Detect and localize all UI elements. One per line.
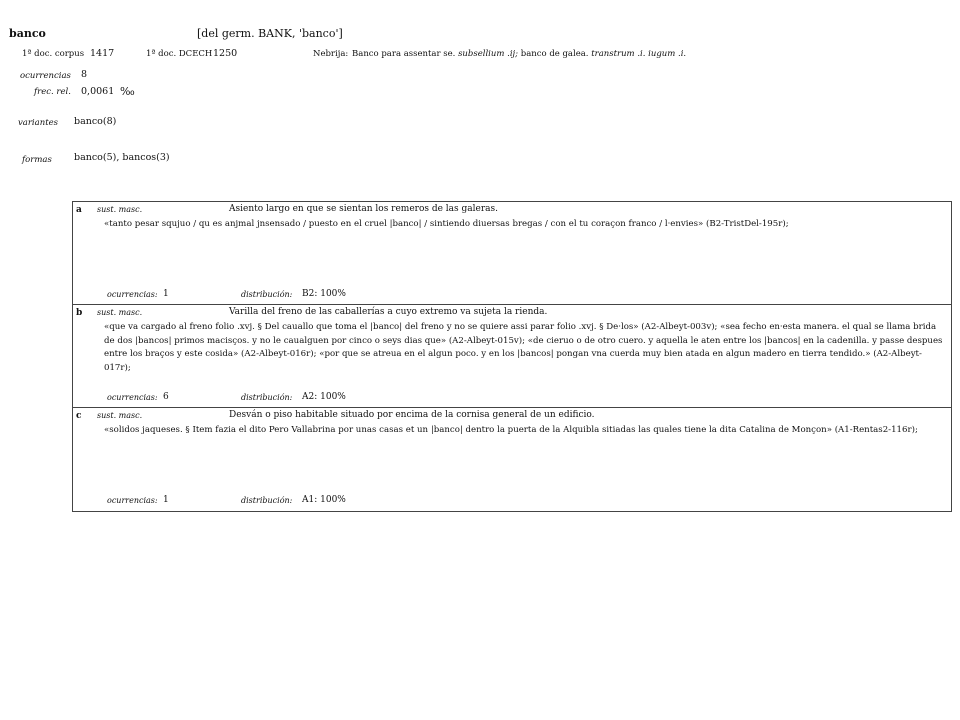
- sense-distribution-label: distribución:: [241, 496, 293, 505]
- forms-value: banco(5), bancos(3): [74, 152, 170, 163]
- sense-definition: Desván o piso habitable situado por encima de la cornisa general de un edificio.: [229, 410, 595, 420]
- sense-definition: Asiento largo en que se sientan los remeros de las galeras.: [229, 204, 499, 214]
- sense-occurrences-label: ocurrencias:: [107, 393, 158, 402]
- freq-label: frec. rel.: [34, 87, 71, 97]
- first-corpus-label: 1ª doc. corpus: [22, 49, 85, 59]
- headword: banco: [9, 27, 46, 40]
- sense-a: [73, 202, 951, 305]
- first-dcech-value: 1250: [213, 48, 238, 59]
- sense-quote: «tanto pesar squjuo / qu es anjmal jnsensado / puesto en el cruel |banco| / sintiendo diuersas bregas / con el tu coraçon franco / l·envies» (B2-TristDel-195r);: [104, 219, 789, 229]
- sense-definition: Varilla del freno de las caballerías a cuyo extremo va sujeta la rienda.: [229, 307, 548, 317]
- sense-letter: a: [76, 205, 82, 215]
- sense-occurrences-value: 1: [163, 289, 169, 299]
- nebrija-label: Nebrija:: [313, 49, 349, 59]
- etymology: [del germ. BANK, 'banco']: [197, 27, 343, 40]
- sense-distribution-label: distribución:: [241, 393, 293, 402]
- first-dcech-label: 1ª doc. DCECH: [146, 49, 213, 59]
- sense-quote: «que va cargado al freno folio .xvj. § Del cauallo que toma el |banco| del freno y no se quiere assi parar folio .xvj. § De·los» (A2-Albeyt-003v); «sea fecho en·esta manera. el qual se llama brida de dos |bancos| primos macisços. y no le caualguen por cinco o seys dias que» (A2-Albeyt-015v); «de cieruo o de otro cuero. y aquella le aten entre los |bancos| en la cadenilla. y passe despues entre los braços y este cosida» (A2-Albeyt-016r); «por que se atreua en el algun poco. y en los |bancos| pongan vna cuerda muy bien atada en algun madero en tierra tendido.» (A2-Albeyt-017r);: [104, 322, 943, 373]
- nebrija-latin-2: transtrum .i. iugum .i.: [591, 49, 687, 59]
- sense-distribution-label: distribución:: [241, 290, 293, 299]
- senses-panel: [72, 201, 952, 512]
- sense-letter: c: [76, 411, 82, 421]
- sense-occurrences-value: 1: [163, 495, 169, 505]
- sense-distribution-value: A2: 100%: [302, 392, 346, 402]
- sense-quote: «solidos jaqueses. § Item fazia el dito Pero Vallabrina por unas casas et un |banco| dentro la puerta de la Alquibla sitiadas las quales tiene la dita Catalina de Monçon» (A1-Rentas2-116r);: [104, 425, 918, 435]
- sense-grammar: sust. masc.: [97, 411, 143, 420]
- sense-occurrences-value: 6: [163, 392, 169, 402]
- occurrences-value: 8: [81, 69, 88, 80]
- forms-label: formas: [22, 155, 52, 165]
- sense-grammar: sust. masc.: [97, 308, 143, 317]
- freq-value: 0,0061: [81, 86, 115, 97]
- nebrija-latin-1: subsellium .ij;: [458, 49, 519, 59]
- sense-occurrences-label: ocurrencias:: [107, 496, 158, 505]
- sense-letter: b: [76, 308, 83, 318]
- sense-grammar: sust. masc.: [97, 205, 143, 214]
- sense-distribution-value: B2: 100%: [302, 289, 346, 299]
- freq-unit: ‰: [120, 85, 135, 98]
- nebrija-text-1: Banco para assentar se.: [352, 49, 456, 59]
- variants-value: banco(8): [74, 116, 117, 127]
- variants-label: variantes: [18, 118, 59, 128]
- sense-b: [73, 305, 951, 408]
- sense-occurrences-label: ocurrencias:: [107, 290, 158, 299]
- sense-distribution-value: A1: 100%: [302, 495, 346, 505]
- occurrences-label: ocurrencias: [20, 71, 71, 81]
- sense-c: [73, 408, 951, 511]
- nebrija-entry: [352, 49, 686, 59]
- first-corpus-value: 1417: [90, 48, 115, 59]
- nebrija-text-2: banco de galea.: [520, 49, 589, 59]
